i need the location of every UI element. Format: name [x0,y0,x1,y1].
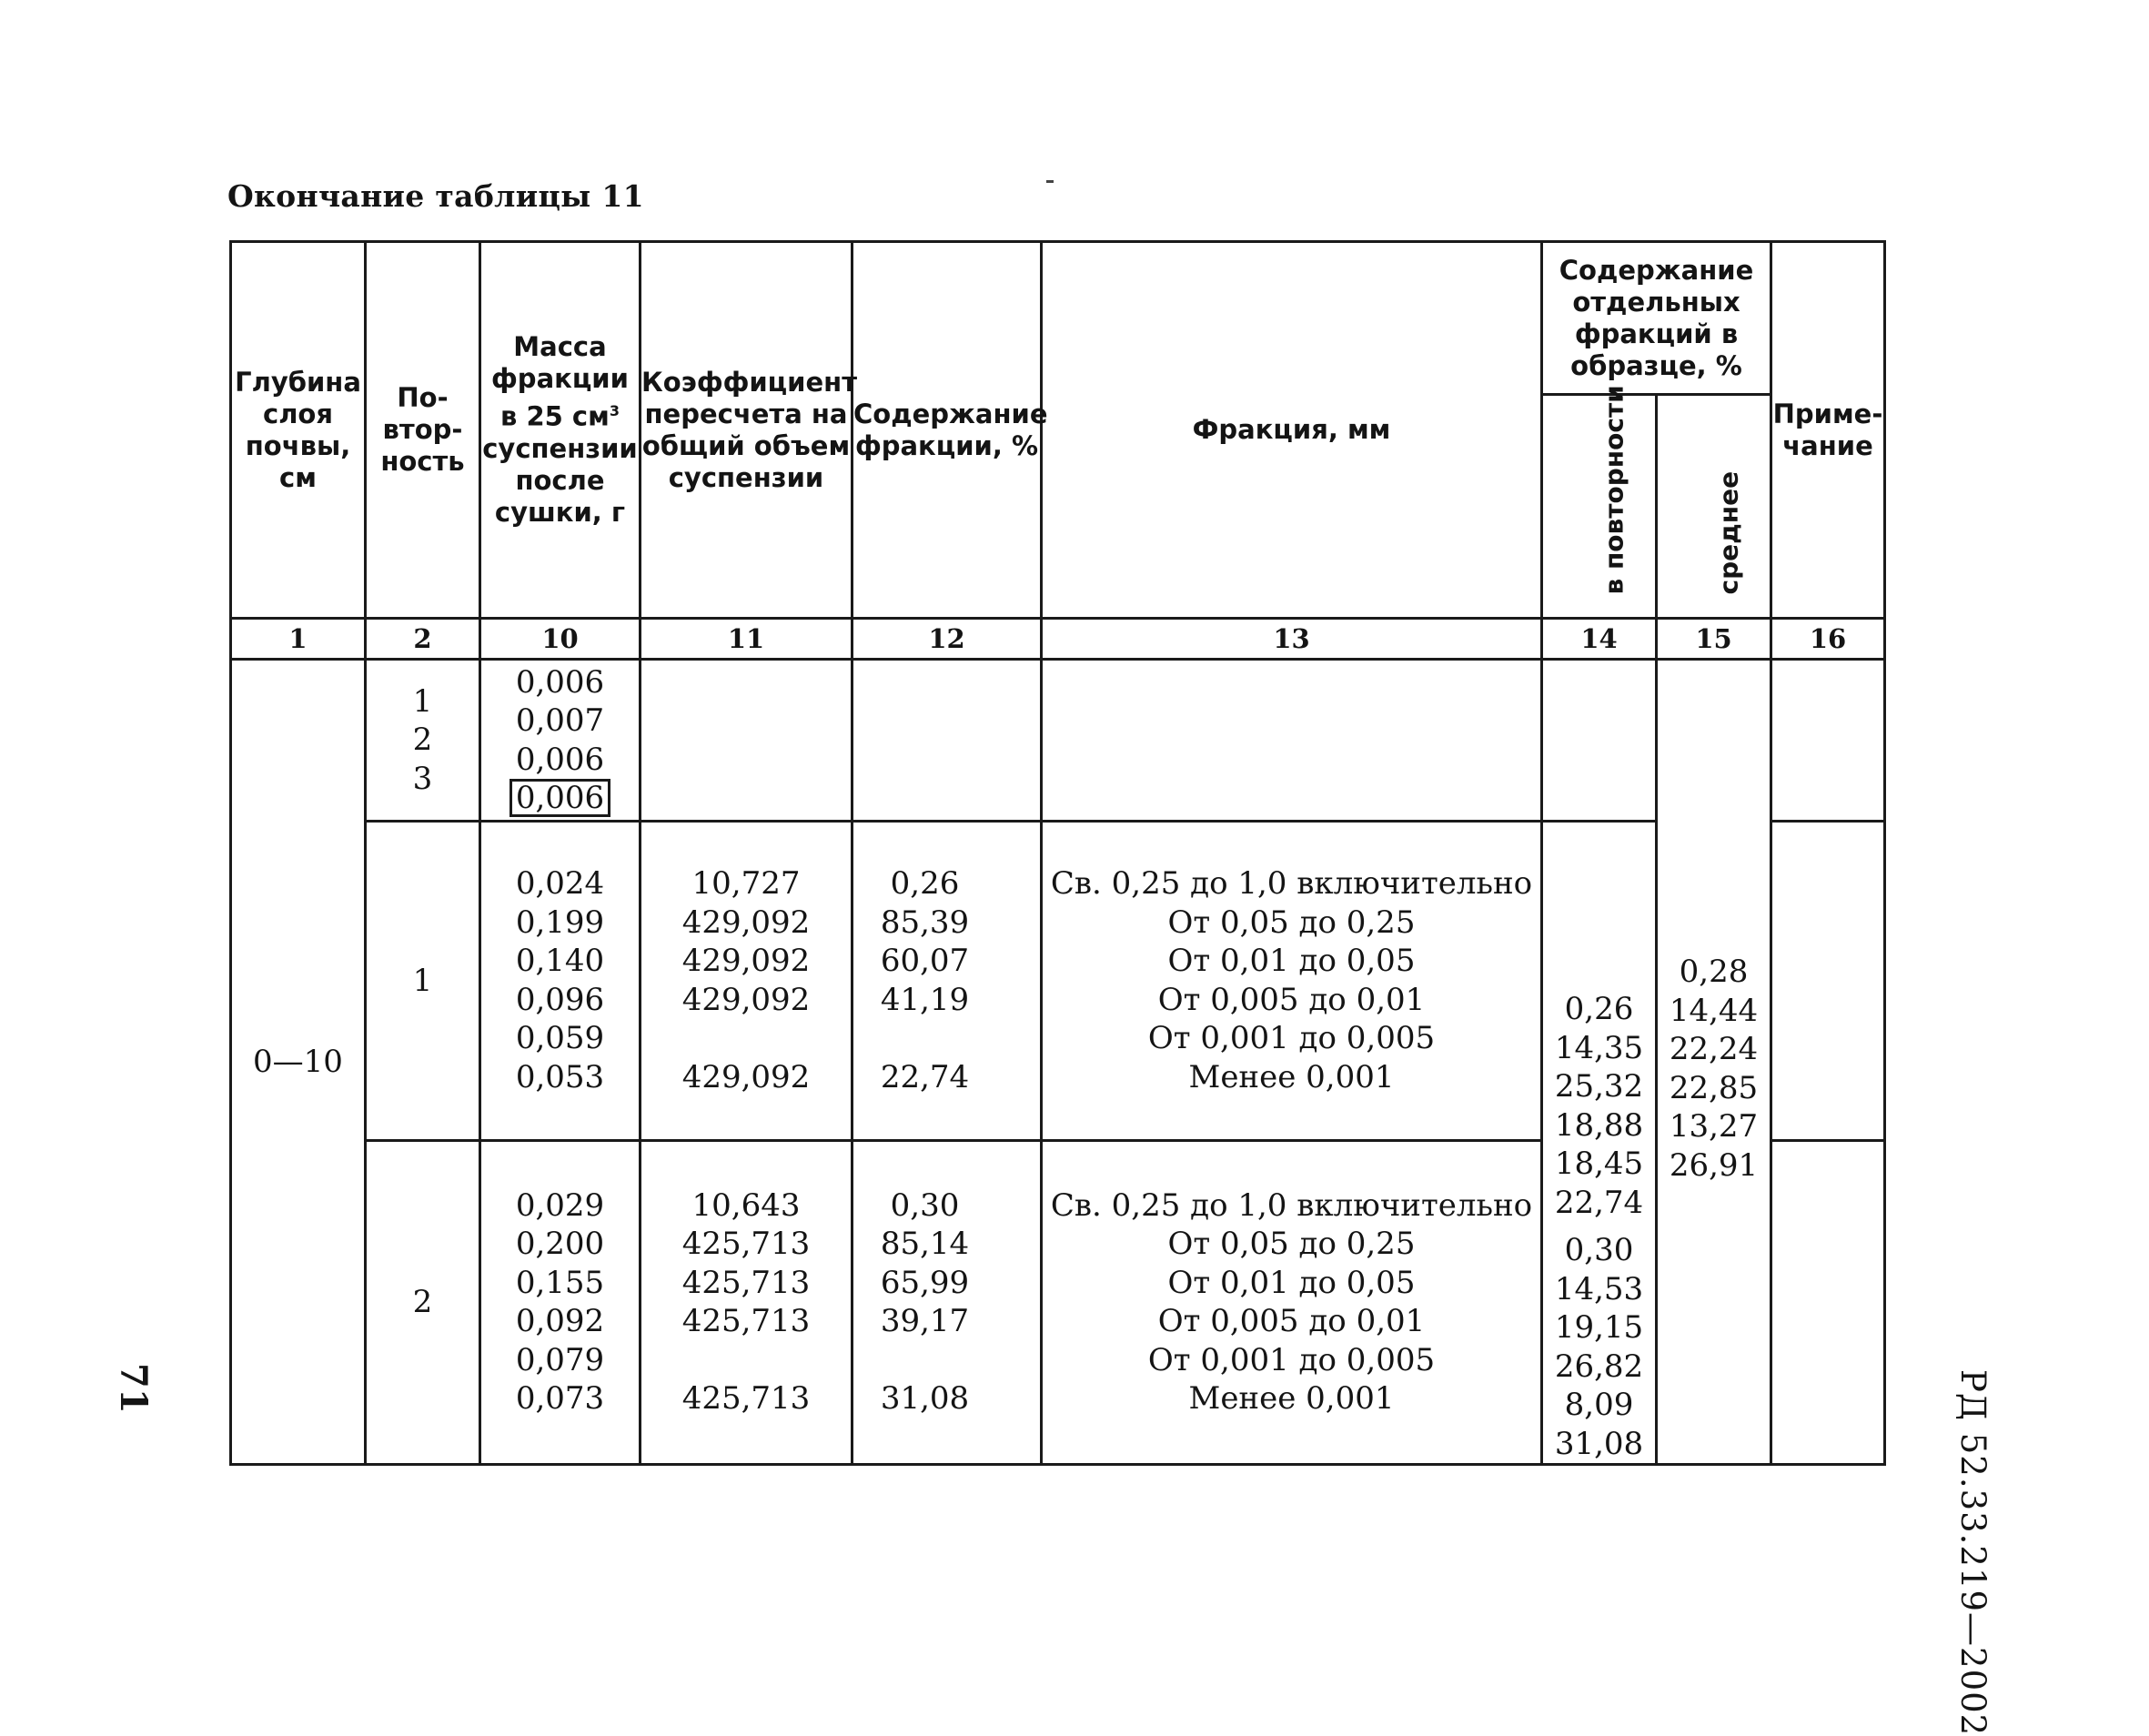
mass-boxed-value: 0,006 [510,779,610,817]
content-value: 60,07 [880,943,970,980]
empty-cell [1542,660,1657,822]
in-repetition-value: 0,26 [1564,991,1634,1027]
mass-value: 0,200 [515,1226,605,1263]
in-repetition-value: 18,45 [1554,1146,1644,1182]
in-repetition-value: 22,74 [1554,1184,1644,1221]
average-value: 13,27 [1669,1108,1759,1145]
depth-cell [231,660,366,1465]
mass-value: 0,007 [515,702,605,739]
empty-cell [1771,822,1885,1141]
coef-value: 425,713 [681,1226,811,1263]
content-value: 39,17 [880,1303,970,1340]
content-value: 22,74 [880,1058,970,1095]
table-caption: Окончание таблицы 11 [227,178,644,214]
repetition-cell [366,822,480,1141]
content-value [853,1341,996,1380]
coef-value [641,1019,851,1058]
header-sample-content: Содержание отдельных фракций в образце, % [1542,242,1771,395]
col-number: 1 [231,619,366,660]
coef-value [641,1341,851,1380]
coef-value: 10,643 [691,1186,801,1224]
mass-value: 0,006 [515,741,605,778]
mass-value: 0,029 [515,1186,605,1224]
header-depth: Глубина слоя почвы, см [231,242,366,619]
mass-value: 0,073 [515,1380,605,1418]
average-value: 22,85 [1669,1069,1759,1106]
empty-cell [1771,1140,1885,1464]
repetition-value: 1 [412,682,433,720]
stray-mark [1046,180,1054,183]
fraction-cell [1042,822,1542,1141]
mass-value: 0,199 [515,903,605,941]
in-repetition-cell [1542,822,1657,1465]
average-cell [1657,660,1771,1465]
document-code: РД 52.33.219—2002 [1953,1369,1993,1736]
mass-cell [480,1140,641,1464]
col-number: 2 [366,619,480,660]
fraction-cell [1042,1140,1542,1464]
content-value: 85,39 [880,903,970,941]
content-cell [853,822,1042,1141]
fraction-value: От 0,01 до 0,05 [1167,1264,1416,1301]
in-repetition-value: 18,88 [1554,1106,1644,1144]
average-value: 22,24 [1669,1031,1759,1067]
mass-value: 0,096 [515,981,605,1018]
header-repetition: По-втор-ность [366,242,480,619]
header-mass: Масса фракции в 25 $см^3$ суспензии после сушки, г [480,242,641,619]
fraction-value: От 0,01 до 0,05 [1167,943,1416,980]
average-value: 26,91 [1669,1146,1759,1184]
header-note: Приме-чание [1771,242,1885,619]
mass-value: 0,092 [515,1303,605,1340]
page-number: 71 [112,1363,155,1414]
in-repetition-value: 19,15 [1554,1309,1644,1346]
coef-value: 429,092 [681,981,811,1018]
mass-cell [480,660,641,822]
col-number: 12 [853,619,1042,660]
header-coef: Коэффициент пересчета на общий объем суспензии [641,242,853,619]
coef-cell [641,822,853,1141]
mass-value: 0,079 [515,1341,605,1378]
repetition-cell [366,1140,480,1464]
repetition-value: 2 [412,722,433,759]
coef-value: 429,092 [681,1058,811,1095]
col-number: 13 [1042,619,1542,660]
mass-value: 0,024 [515,865,605,903]
mass-value: 0,140 [515,943,605,980]
in-repetition-value: 14,53 [1554,1270,1644,1307]
col-number: 10 [480,619,641,660]
col-number: 15 [1657,619,1771,660]
in-repetition-value: 0,30 [1564,1232,1634,1268]
fraction-value: Св. 0,25 до 1,0 включительно [1050,1186,1533,1224]
col-number: 16 [1771,619,1885,660]
fraction-value: От 0,001 до 0,005 [1147,1341,1436,1378]
fraction-value: От 0,005 до 0,01 [1157,1303,1426,1340]
coef-value: 425,713 [681,1380,811,1418]
in-repetition-value: 31,08 [1554,1425,1644,1462]
coef-value: 425,713 [681,1264,811,1301]
content-value: 85,14 [880,1226,970,1263]
fractions-table [229,240,1886,1466]
fraction-value: Менее 0,001 [1188,1380,1395,1418]
fraction-value: От 0,001 до 0,005 [1147,1020,1436,1057]
coef-value: 429,092 [681,943,811,980]
content-value: 41,19 [880,981,970,1018]
repetition-cell [366,660,480,822]
empty-cell [641,660,853,822]
content-value [853,1019,996,1058]
content-value: 65,99 [880,1264,970,1301]
in-repetition-value: 8,09 [1564,1387,1634,1423]
empty-cell [853,660,1042,822]
header-fraction: Фракция, мм [1042,242,1542,619]
coef-value: 429,092 [681,903,811,941]
depth-value: 0—10 [253,1043,343,1080]
coef-value: 10,727 [691,865,801,903]
fraction-value: От 0,05 до 0,25 [1167,903,1416,941]
mass-value: 0,006 [515,663,605,701]
content-value: 0,26 [890,865,960,903]
average-value: 0,28 [1679,954,1749,990]
col-number: 14 [1542,619,1657,660]
repetition-value: 1 [412,962,433,999]
content-value: 0,30 [890,1186,960,1224]
average-value: 14,44 [1669,992,1759,1029]
empty-cell [1042,660,1542,822]
mass-cell [480,822,641,1141]
fraction-value: От 0,005 до 0,01 [1157,981,1426,1018]
header-average: среднее [1657,395,1771,619]
fraction-value: Св. 0,25 до 1,0 включительно [1050,865,1533,903]
coef-value: 425,713 [681,1303,811,1340]
header-content: Содержание фракции, % [853,242,1042,619]
content-value: 31,08 [880,1380,970,1418]
empty-cell [1771,660,1885,822]
in-repetition-value: 26,82 [1554,1347,1644,1385]
fraction-value: От 0,05 до 0,25 [1167,1226,1416,1263]
fraction-value: Менее 0,001 [1188,1058,1395,1095]
repetition-value: 2 [412,1284,433,1321]
header-in-repetition: в повторности [1542,395,1657,619]
col-number: 11 [641,619,853,660]
coef-cell [641,1140,853,1464]
content-cell [853,1140,1042,1464]
in-repetition-value: 25,32 [1554,1068,1644,1105]
mass-value: 0,053 [515,1058,605,1095]
mass-value: 0,155 [515,1264,605,1301]
in-repetition-value: 14,35 [1554,1029,1644,1066]
mass-value: 0,059 [515,1020,605,1057]
repetition-value: 3 [412,760,433,797]
